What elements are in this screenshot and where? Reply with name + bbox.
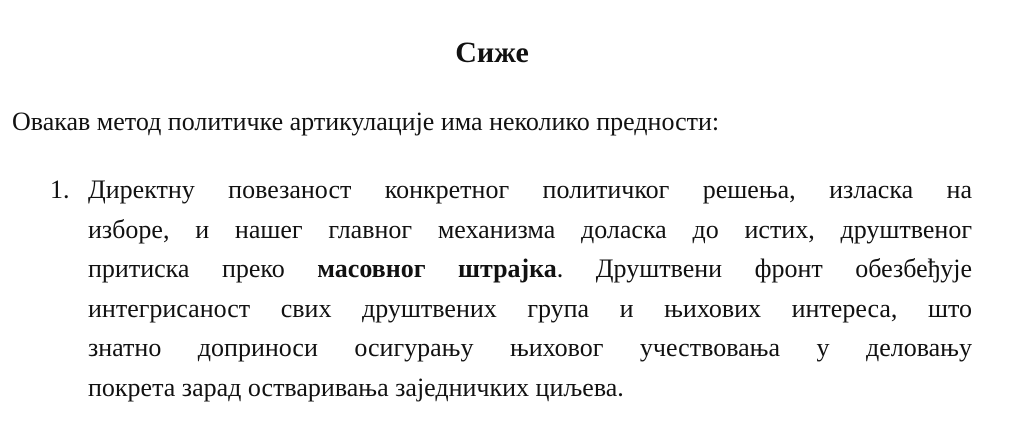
- list-item-line-text: знатно доприноси осигурању њиховог учествовања у деловању: [88, 333, 972, 362]
- list-item: [12, 170, 972, 407]
- list-item-line-text: Директну повезаност конкретног политичког решења, изласка на: [88, 175, 972, 204]
- list-item-line: [88, 368, 972, 408]
- list-item-line: [88, 289, 972, 329]
- list-item-bold-text: масовног штрајка: [317, 254, 557, 283]
- list-item-line-text: покрета зарад остваривања заједничких циљева.: [88, 372, 624, 402]
- list-item-line: [88, 328, 972, 368]
- list-item-line-mixed: [88, 254, 972, 283]
- list-item-text-before-bold: притиска преко: [88, 254, 285, 283]
- intro-paragraph: Овакав метод политичке артикулације има неколико предности:: [12, 107, 720, 136]
- document-title: Сиже: [455, 36, 529, 69]
- list-item-line-text: интегрисаност свих друштвених група и њихових интереса, што: [88, 293, 972, 323]
- numbered-list: [12, 170, 972, 407]
- list-item-line: [88, 249, 972, 289]
- list-item-number: 1.: [50, 175, 70, 204]
- list-item-line: [88, 170, 972, 210]
- list-item-line: [88, 210, 972, 250]
- list-item-line-text: изборе, и нашег главног механизма доласка до истих, друштвеног: [88, 214, 972, 244]
- list-item-text-after-bold: . Друштвени фронт обезбеђује: [556, 254, 973, 283]
